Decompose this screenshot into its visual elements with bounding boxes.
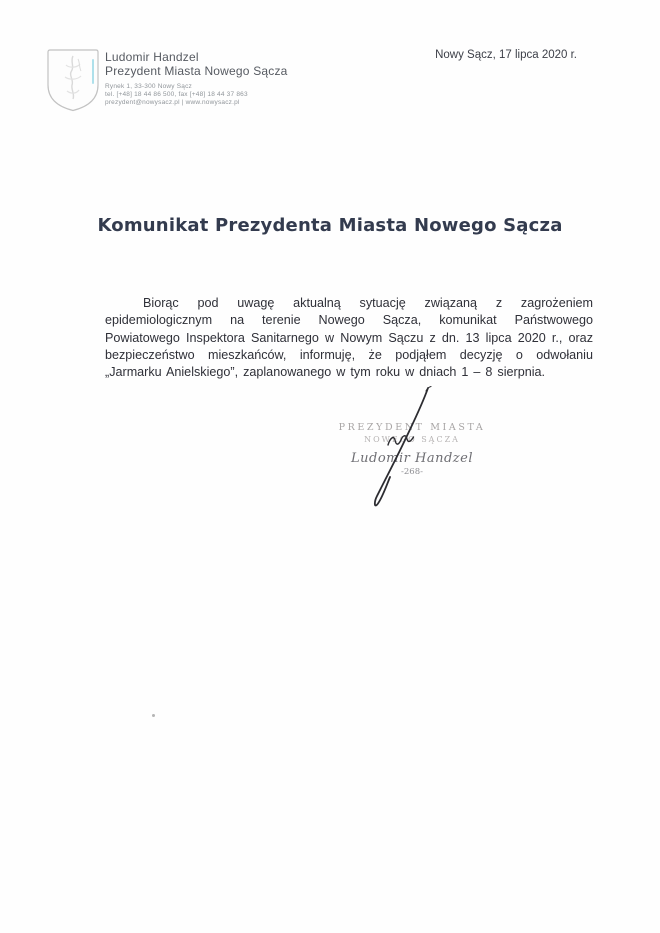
stamp-office-line: PREZYDENT MIASTA	[338, 422, 486, 433]
page-title: Komunikat Prezydenta Miasta Nowego Sącza	[97, 215, 563, 236]
sender-address	[105, 83, 288, 107]
sender-address-line3: prezydent@nowysacz.pl | www.nowysacz.pl	[105, 99, 240, 106]
scan-artifact-mark	[92, 59, 94, 84]
sender-identity	[105, 50, 288, 107]
sender-name: Ludomir Handzel	[105, 50, 199, 64]
signature-block	[328, 422, 496, 477]
stamp-number: -268-	[401, 467, 423, 477]
stamp-city-line: NOWEGO SĄCZA	[364, 435, 460, 444]
date-line: Nowy Sącz, 17 lipca 2020 r.	[435, 49, 577, 61]
sender-address-line2: tel. [+48] 18 44 86 500, fax [+48] 18 44 37 863	[105, 91, 248, 98]
sender-title: Prezydent Miasta Nowego Sącza	[105, 64, 288, 78]
body-paragraph: Biorąc pod uwagę aktualną sytuację związaną z zagrożeniem epidemiologicznym na terenie Nowego Sącza, komunikat Państwowego Powiatowego Inspektora Sanitarnego w Nowym Sączu z dn. 13 lipca 2020 r., oraz bezpieczeństwo mieszkańców, informuję, że podjąłem decyzję o odwołaniu „Jarmarku Anielskiego”, zaplanowanego w tym roku w dniach 1 – 8 sierpnia.	[105, 296, 593, 380]
scan-artifact-dot	[152, 714, 155, 717]
signer-name: Ludomir Handzel	[351, 451, 473, 466]
sender-address-line1: Rynek 1, 33-300 Nowy Sącz	[105, 83, 193, 90]
